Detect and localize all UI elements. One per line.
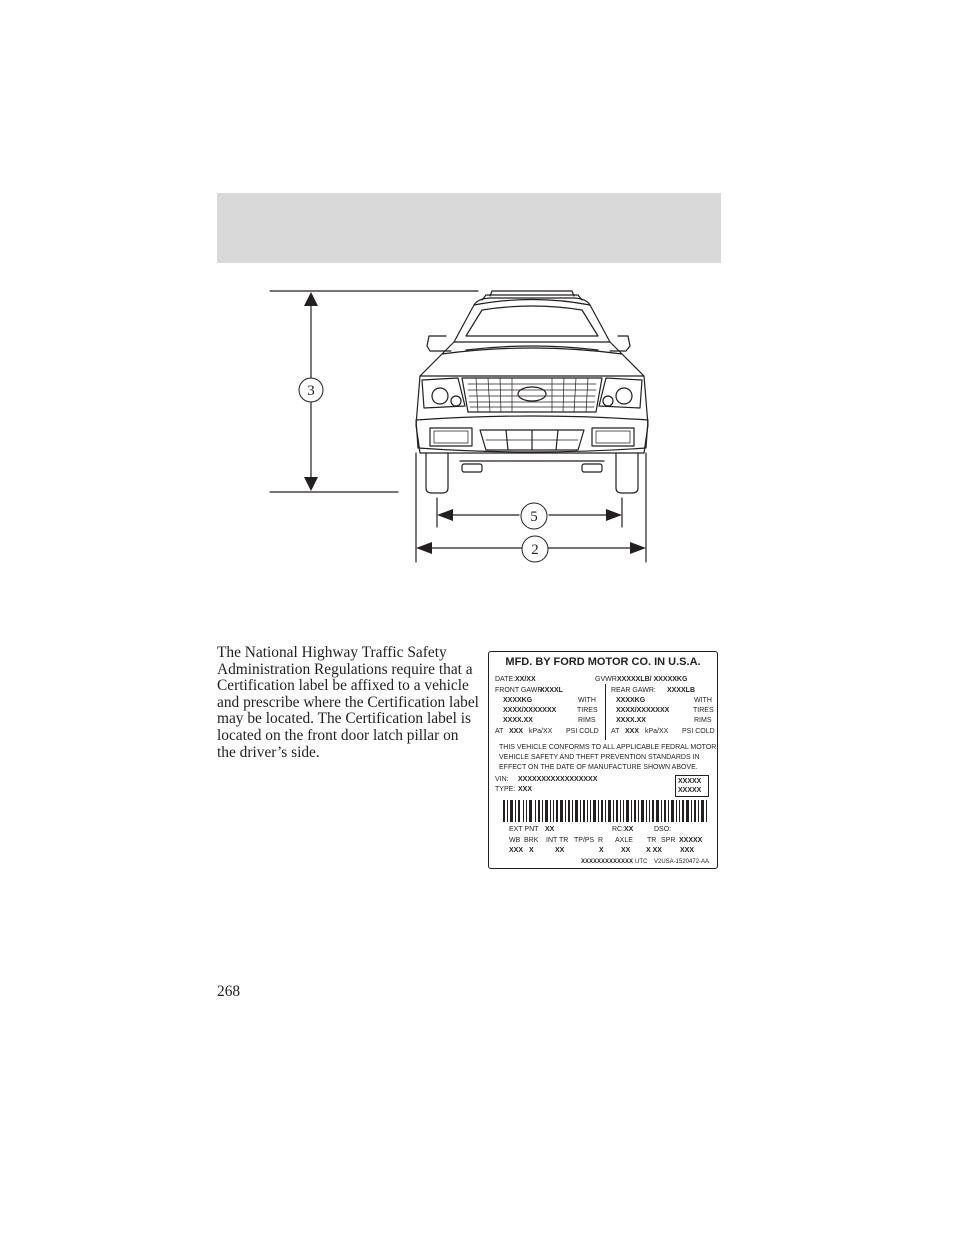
- date-label: DATE:: [495, 676, 516, 683]
- tr-label: TR: [647, 837, 657, 844]
- front-psi-cold: PSI COLD: [566, 728, 599, 735]
- front-tire: XXXX/XXXXXXX: [503, 707, 557, 714]
- callout-3: [299, 378, 323, 402]
- rear-tires: TIRES: [693, 707, 714, 714]
- tr-value: X XX: [646, 847, 662, 854]
- ext-pnt-value: XX: [545, 826, 555, 833]
- part-number: V2USA-1520472-AA: [654, 859, 710, 865]
- date-value: XX/XX: [515, 676, 536, 683]
- barcode: [503, 800, 707, 822]
- serial-number: XXXXXXXXXXXXX: [581, 859, 634, 865]
- callout-5: [521, 503, 547, 529]
- axle-value: XX: [621, 847, 631, 854]
- front-tires: TIRES: [577, 707, 598, 714]
- front-kpa: kPa/XX: [529, 728, 553, 735]
- vehicle-front-view: [416, 291, 648, 493]
- last-value-1: XXXXX: [679, 837, 703, 844]
- front-gawr-value: XXXXL: [540, 687, 563, 694]
- utc-label: UTC: [635, 859, 648, 865]
- ext-pnt-label: EXT PNT: [509, 826, 539, 833]
- wb-value: XXX: [509, 847, 524, 854]
- type-value: XXX: [518, 786, 533, 793]
- vehicle-dimensions-diagram: [260, 280, 700, 580]
- rc-value: XX: [624, 826, 634, 833]
- int-tr-label: INT TR: [546, 837, 569, 844]
- tp-ps-label: TP/PS: [574, 837, 595, 844]
- page-number: 268: [217, 983, 241, 1000]
- front-at: AT: [495, 728, 504, 735]
- body-paragraph: The National Highway Traffic Safety Administration Regulations require that a Certification label be affixed to a vehicle and prescribe where the Certification label may be located. The Certification label is located on the front door latch pillar on the driver’s side.: [217, 644, 479, 761]
- front-gawr-label: FRONT GAWR:: [495, 687, 545, 694]
- front-with: WITH: [578, 697, 596, 704]
- axle-label: AXLE: [615, 837, 633, 844]
- conform-line-3: EFFECT ON THE DATE OF MANUFACTURE SHOWN ABOVE.: [499, 764, 698, 771]
- rear-with: WITH: [694, 697, 712, 704]
- rear-at: AT: [611, 728, 620, 735]
- gawr-divider: [605, 684, 606, 740]
- spr-label: SPR: [661, 837, 676, 844]
- callout-5-number: 5: [530, 509, 538, 525]
- rear-kpa: kPa/XX: [645, 728, 669, 735]
- header-band: [217, 193, 721, 263]
- rear-rim: XXXX.XX: [616, 717, 646, 724]
- code-box-line-1: XXXXX: [678, 778, 702, 785]
- certification-label: [488, 651, 718, 869]
- callout-2-number: 2: [531, 542, 539, 558]
- code-box-line-2: XXXXX: [678, 787, 702, 794]
- rc-label: RC:: [612, 826, 625, 833]
- rear-kg: XXXXKG: [616, 697, 646, 704]
- dso-label: DSO:: [654, 826, 672, 833]
- callout-2: [522, 536, 548, 562]
- rear-gawr-value: XXXXLB: [667, 687, 696, 694]
- gvwr-value: XXXXXLB/ XXXXXKG: [617, 676, 688, 683]
- rear-gawr-label: REAR GAWR:: [611, 687, 656, 694]
- type-label: TYPE:: [495, 786, 516, 793]
- r-label: R: [598, 837, 604, 844]
- code-box: [675, 775, 709, 797]
- wb-label: WB: [509, 837, 521, 844]
- vin-value: XXXXXXXXXXXXXXXXX: [518, 776, 598, 783]
- int-tr-value: XX: [555, 847, 565, 854]
- callout-3-number: 3: [307, 383, 315, 399]
- brk-value: X: [529, 847, 534, 854]
- gvwr-label: GVWR: [595, 676, 617, 683]
- conform-line-2: VEHICLE SAFETY AND THEFT PREVENTION STANDARDS IN: [499, 754, 700, 761]
- front-rim: XXXX.XX: [503, 717, 533, 724]
- front-pressure: XXX: [509, 728, 524, 735]
- front-kg: XXXXKG: [503, 697, 533, 704]
- r-value: X: [599, 847, 604, 854]
- front-rims: RIMS: [578, 717, 596, 724]
- rear-pressure: XXX: [625, 728, 640, 735]
- last-value-2: XXX: [680, 847, 695, 854]
- conform-line-1: THIS VEHICLE CONFORMS TO ALL APPLICABLE FEDRAL MOTOR: [499, 744, 717, 751]
- cert-title: MFD. BY FORD MOTOR CO. IN U.S.A.: [505, 656, 701, 668]
- brk-label: BRK: [524, 837, 539, 844]
- rear-psi-cold: PSI COLD: [682, 728, 715, 735]
- rear-rims: RIMS: [694, 717, 712, 724]
- vin-label: VIN:: [495, 776, 509, 783]
- rear-tire: XXXX/XXXXXXX: [616, 707, 670, 714]
